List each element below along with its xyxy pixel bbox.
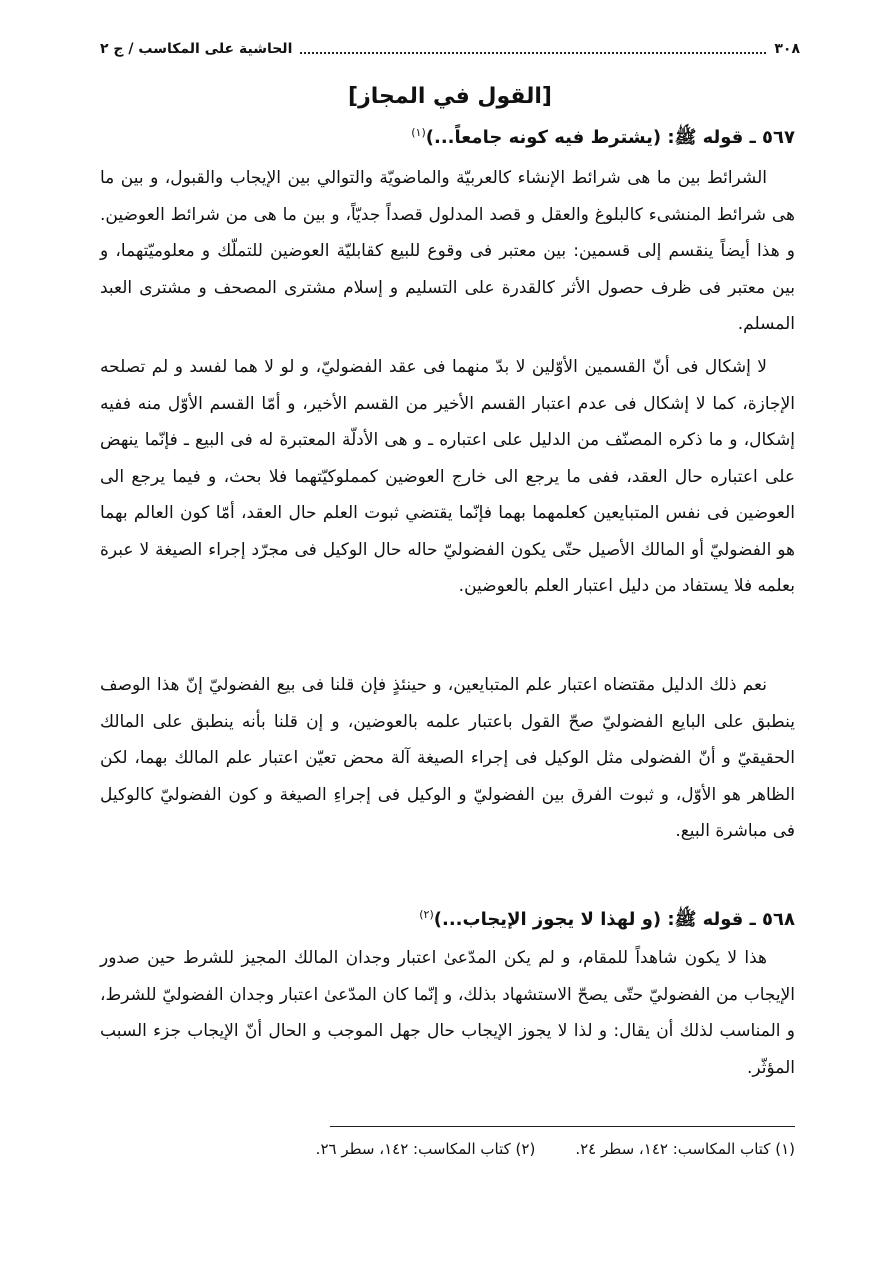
paragraph: لا إشكال فى أنّ القسمين الأوّلين لا بدّ منهما فى عقد الفضوليّ، و لو لا هما لفسد و لم تصلحه الإجازة، كما لا إشكال فى عدم اعتبار القسم الأخير من القسم الأخير، و أمّا القسم الأوّل منه ففيه إشكال، و ما ذكره المصنّف من الدليل على اعتباره ـ و هى الأدلّة المعتبرة له فى البيع ـ فإنّما ينهض على اعتباره حال العقد، ففى ما يرجع الى خارج العوضين كمملوكيّتهما فلا بحث، و فيما يرجع الى العوضين فى نفس المتبايعين كعلمهما بهما فإنّما يقتضي ثبوت العلم حال العقد، أمّا كون العالم بهما هو الفضوليّ أو المالك الأصيل حتّى يكون الفضوليّ حاله حال الوكيل فى مجرّد إجراء الصيغة لا عبرة بعلمه فلا يستفاد من دليل اعتبار العلم بالعوضين. (100, 357, 795, 596)
running-header (100, 36, 800, 62)
item-heading-text: ٥٦٨ ـ قوله ﷺ: (و لهذا لا يجوز الإيجاب...) (433, 909, 795, 930)
item-heading (100, 908, 795, 934)
running-title: الحاشية على المكاسب / ج ٢ (100, 41, 293, 57)
page-number: ٣٠٨ (774, 41, 800, 57)
section-title: [القول في المجاز] (348, 84, 552, 109)
item-heading-text: ٥٦٧ ـ قوله ﷺ: (يشترط فيه كونه جامعاً...) (425, 127, 795, 148)
paragraph: نعم ذلك الدليل مقتضاه اعتبار علم المتبايعين، و حينئذٍ فإن قلنا فى بيع الفضوليّ إنّ هذا الوصف ينطبق على البايع الفضوليّ صحّ القول باعتبار علمه بالعوضين، و إن قلنا بأنه ينطبق على المالك الحقيقيّ و أنّ الفضولى مثل الوكيل فى إجراء الصيغة آلة محض تعيّن اعتبار علم المالك بهما، لكن الظاهر هو الأوّل، و ثبوت الفرق بين الفضوليّ و الوكيل فى إجراءِ الصيغة و كون الفضوليّ كالوكيل فى مباشرة البيع. (100, 675, 795, 841)
footnote-ref: (١) (411, 126, 426, 139)
header-dot-leader (300, 52, 766, 54)
footnotes (100, 1140, 795, 1158)
footnote: (٢) كتاب المكاسب: ١٤٢، سطر ٢٦. (315, 1140, 536, 1158)
footnote-rule (330, 1126, 795, 1127)
footnote-ref: (٢) (419, 908, 434, 921)
paragraph: الشرائط بين ما هى شرائط الإنشاء كالعربيّة والماضويّة والتوالي بين الإيجاب والقبول، و بين ما هى شرائط المنشىء كالبلوغ والعقل و قصد المدلول قصداً جديّاً، و بين ما هى من شرائط العوضين. و هذا أيضاً ينقسم إلى قسمين: بين معتبر فى وقوع للبيع كقابليّة العوضين للتملّك و معلوميّتهما، و بين معتبر فى ظرف حصول الأثر كالقدرة على التسليم و إسلام مشترى المصحف و مشترى العبد المسلم. (100, 168, 795, 334)
footnote: (١) كتاب المكاسب: ١٤٢، سطر ٢٤. (575, 1140, 795, 1158)
item-heading (100, 126, 795, 152)
paragraph: هذا لا يكون شاهداً للمقام، و لم يكن المدّعىٰ اعتبار وجدان المالك المجيز للشرط حين صدور الإيجاب من الفضوليّ حتّى يصحّ الاستشهاد بذلك، و إنّما كان المدّعىٰ اعتبار وجدان الفضوليّ للشرط، و المناسب لذلك أن يقال: و لذا لا يجوز الإيجاب حال جهل الموجب و الحال أنّ الإيجاب جزء السبب المؤثّر. (100, 948, 795, 1078)
